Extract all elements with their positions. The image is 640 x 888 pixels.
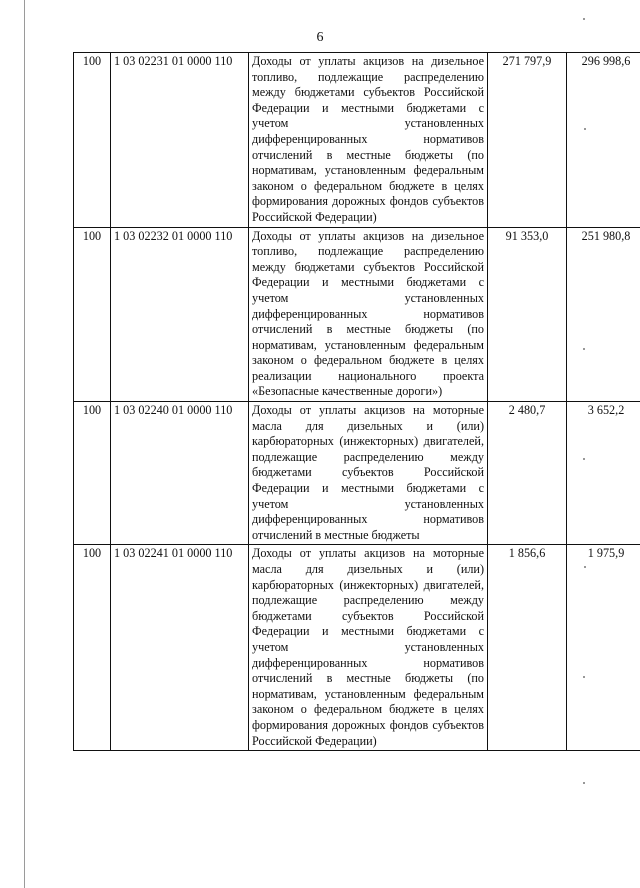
page-left-margin-line bbox=[24, 0, 25, 888]
budget-revenue-table bbox=[73, 52, 640, 751]
scan-speck bbox=[583, 348, 585, 350]
amount-cell-year-1: 91 353,0 bbox=[488, 227, 567, 402]
amount-cell-year-1: 271 797,9 bbox=[488, 53, 567, 228]
amount-cell-year-1: 2 480,7 bbox=[488, 402, 567, 545]
scan-speck bbox=[583, 782, 585, 784]
revenue-name-cell: Доходы от уплаты акцизов на моторные масла для дизельных и (или) карбюраторных (инжекторных) двигателей, подлежащие распределению между бюджетами субъектов Российской Федерации и местными бюджетами с учетом установленных дифференцированных нормативов отчислений в местные бюджеты bbox=[249, 402, 488, 545]
budget-code-cell: 1 03 02241 01 0000 110 bbox=[111, 545, 249, 751]
amount-cell-year-2: 3 652,2 bbox=[567, 402, 640, 545]
amount-cell-year-2: 251 980,8 bbox=[567, 227, 640, 402]
admin-code-cell: 100 bbox=[74, 53, 111, 228]
admin-code-cell: 100 bbox=[74, 402, 111, 545]
table-row bbox=[74, 227, 640, 402]
admin-code-cell: 100 bbox=[74, 545, 111, 751]
budget-code-cell: 1 03 02231 01 0000 110 bbox=[111, 53, 249, 228]
revenue-name-cell: Доходы от уплаты акцизов на дизельное топливо, подлежащие распределению между бюджетами субъектов Российской Федерации и местными бюджетами с учетом установленных дифференцированных нормативов отчислений в местные бюджеты (по нормативам, установленным федеральным законом о федеральном бюджете в целях реализации национального проекта «Безопасные качественные дороги») bbox=[249, 227, 488, 402]
scan-speck bbox=[583, 458, 585, 460]
scan-speck bbox=[584, 128, 586, 130]
budget-code-cell: 1 03 02240 01 0000 110 bbox=[111, 402, 249, 545]
admin-code-cell: 100 bbox=[74, 227, 111, 402]
budget-code-cell: 1 03 02232 01 0000 110 bbox=[111, 227, 249, 402]
scan-speck bbox=[583, 676, 585, 678]
revenue-name-cell: Доходы от уплаты акцизов на дизельное топливо, подлежащие распределению между бюджетами субъектов Российской Федерации и местными бюджетами с учетом установленных дифференцированных нормативов отчислений в местные бюджеты (по нормативам, установленным федеральным законом о федеральном бюджете в целях формирования дорожных фондов субъектов Российской Федерации) bbox=[249, 53, 488, 228]
scan-speck bbox=[583, 18, 585, 20]
scan-speck bbox=[584, 566, 586, 568]
amount-cell-year-2: 1 975,9 bbox=[567, 545, 640, 751]
table-row bbox=[74, 53, 640, 228]
amount-cell-year-2: 296 998,6 bbox=[567, 53, 640, 228]
page-number: 6 bbox=[316, 30, 324, 45]
revenue-name-cell: Доходы от уплаты акцизов на моторные масла для дизельных и (или) карбюраторных (инжекторных) двигателей, подлежащие распределению между бюджетами субъектов Российской Федерации и местными бюджетами с учетом установленных дифференцированных нормативов отчислений в местные бюджеты (по нормативам, установленным федеральным законом о федеральном бюджете в целях формирования дорожных фондов субъектов Российской Федерации) bbox=[249, 545, 488, 751]
table-row bbox=[74, 402, 640, 545]
table-row bbox=[74, 545, 640, 751]
amount-cell-year-1: 1 856,6 bbox=[488, 545, 567, 751]
